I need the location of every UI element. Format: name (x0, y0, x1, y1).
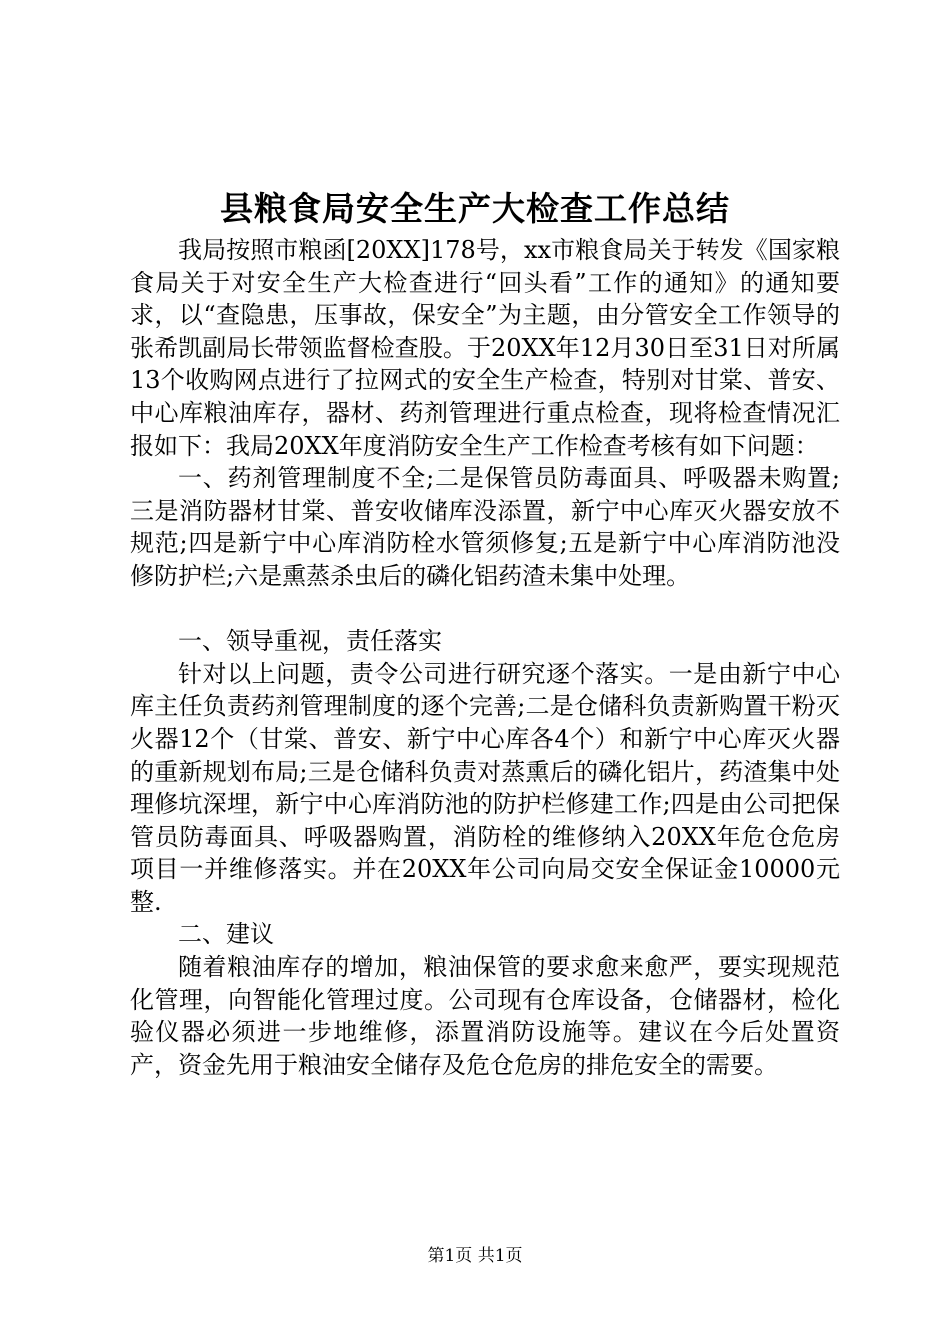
heading-leadership: 一、领导重视，责任落实 (178, 627, 442, 656)
document-body (130, 234, 840, 1081)
paragraph-issues: 一、药剂管理制度不全;二是保管员防毒面具、呼吸器未购置;三是消防器材甘棠、普安收储库没添置，新宁中心库灭火器安放不规范;四是新宁中心库消防栓水管须修复;五是新宁中心库消防池没修防护栏;六是熏蒸杀虫后的磷化铝药渣未集中处理。 (130, 464, 840, 590)
document-title: 县粮食局安全生产大检查工作总结 (220, 189, 730, 228)
heading-suggestions: 二、建议 (178, 920, 274, 949)
paragraph-measures: 针对以上问题，责令公司进行研究逐个落实。一是由新宁中心库主任负责药剂管理制度的逐个完善;二是仓储科负责新购置干粉灭火器12个（甘棠、普安、新宁中心库各4个）和新宁中心库灭火器的重新规划布局;三是仓储科负责对蒸熏后的磷化铝片，药渣集中处理修坑深埋，新宁中心库消防池的防护栏修建工作;四是由公司把保管员防毒面具、呼吸器购置，消防栓的维修纳入20XX年危仓危房项目一并维修落实。并在20XX年公司向局交安全保证金10000元整. (130, 659, 840, 916)
page-footer: 第1页 共1页 (427, 1246, 523, 1266)
paragraph-suggestions: 随着粮油库存的增加，粮油保管的要求愈来愈严，要实现规范化管理，向智能化管理过度。公司现有仓库设备，仓储器材，检化验仪器必须进一步地维修，添置消防设施等。建议在今后处置资产，资金先用于粮油安全储存及危仓危房的排危安全的需要。 (130, 953, 840, 1079)
paragraph-intro: 我局按照市粮函[20XX]178号，xx市粮食局关于转发《国家粮食局关于对安全生产大检查进行“回头看”工作的通知》的通知要求，以“查隐患，压事故，保安全”为主题，由分管安全工作领导的张希凯副局长带领监督检查股。于20XX年12月30日至31日对所属13个收购网点进行了拉网式的安全生产检查，特别对甘棠、普安、中心库粮油库存，器材、药剂管理进行重点检查，现将检查情况汇报如下：我局20XX年度消防安全生产工作检查考核有如下问题： (130, 236, 840, 460)
